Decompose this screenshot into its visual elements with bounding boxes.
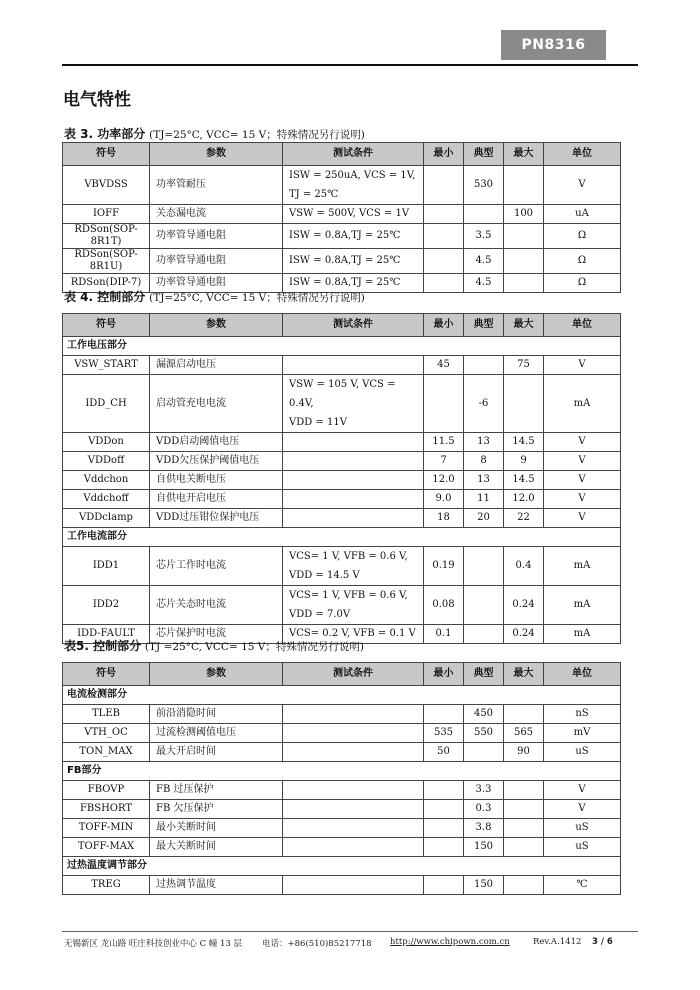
footer-phone: 电话：+86(510)85217718	[262, 939, 372, 949]
min-cell	[424, 705, 464, 724]
typ-cell: 3.8	[464, 819, 504, 838]
condition-cell	[283, 819, 424, 838]
symbol-cell: IDD1	[63, 547, 150, 586]
symbol-cell: FBOVP	[63, 781, 150, 800]
column-header: 最大	[504, 663, 544, 686]
min-cell	[424, 166, 464, 205]
table-row	[63, 433, 621, 452]
condition-line: VSW = 500V, VCS = 1V	[289, 208, 410, 219]
max-cell: 565	[504, 724, 544, 743]
typ-cell: 150	[464, 876, 504, 895]
symbol-cell: RDSon(DIP-7)	[63, 274, 150, 293]
parameter-cell: 过流检测阈值电压	[150, 724, 283, 743]
unit-cell: mA	[544, 625, 621, 644]
max-cell	[504, 375, 544, 433]
max-cell: 14.5	[504, 433, 544, 452]
parameter-cell: 芯片关态时电流	[150, 586, 283, 625]
condition-cell	[283, 471, 424, 490]
parameter-cell: VDD过压钳位保护电压	[150, 509, 283, 528]
condition-line: VCS= 0.2 V, VFB = 0.1 V	[289, 628, 416, 639]
condition-line: TJ = 25℃	[289, 189, 339, 200]
table-row	[63, 471, 621, 490]
symbol-cell: FBSHORT	[63, 800, 150, 819]
condition-cell	[283, 800, 424, 819]
max-cell: 0.4	[504, 547, 544, 586]
max-cell: 90	[504, 743, 544, 762]
footer-divider	[62, 931, 638, 932]
symbol-cell: IOFF	[63, 205, 150, 224]
min-cell	[424, 205, 464, 224]
parameter-cell: 前沿消隐时间	[150, 705, 283, 724]
max-cell	[504, 876, 544, 895]
condition-cell	[283, 838, 424, 857]
unit-cell: uA	[544, 205, 621, 224]
min-cell	[424, 838, 464, 857]
table4-control	[62, 313, 621, 644]
symbol-cell: VDDon	[63, 433, 150, 452]
table5-label: 表5. 控制部分	[64, 639, 142, 653]
min-cell: 535	[424, 724, 464, 743]
max-cell: 14.5	[504, 471, 544, 490]
min-cell	[424, 800, 464, 819]
table-row	[63, 724, 621, 743]
typ-cell: -6	[464, 375, 504, 433]
column-header: 符号	[63, 143, 150, 166]
min-cell: 45	[424, 356, 464, 375]
condition-cell	[283, 166, 424, 205]
column-header: 单位	[544, 663, 621, 686]
parameter-cell: 启动管充电电流	[150, 375, 283, 433]
table-row	[63, 547, 621, 586]
typ-cell: 13	[464, 433, 504, 452]
parameter-cell: FB 欠压保护	[150, 800, 283, 819]
parameter-cell: 功率管导通电阻	[150, 224, 283, 249]
column-header: 参数	[150, 663, 283, 686]
column-header: 单位	[544, 314, 621, 337]
section-row	[63, 528, 621, 547]
brand-logo: PN8316	[501, 30, 606, 60]
column-header: 典型	[464, 663, 504, 686]
column-header: 最大	[504, 143, 544, 166]
symbol-cell: IDD-FAULT	[63, 625, 150, 644]
symbol-cell: VDDoff	[63, 452, 150, 471]
table-row	[63, 800, 621, 819]
parameter-cell: 最大开启时间	[150, 743, 283, 762]
condition-cell	[283, 781, 424, 800]
min-cell: 0.19	[424, 547, 464, 586]
table-row	[63, 490, 621, 509]
column-header: 最小	[424, 663, 464, 686]
unit-cell: mA	[544, 375, 621, 433]
unit-cell: nS	[544, 705, 621, 724]
unit-cell: V	[544, 509, 621, 528]
page-title: 电气特性	[63, 90, 131, 110]
column-header: 单位	[544, 143, 621, 166]
typ-cell: 20	[464, 509, 504, 528]
max-cell	[504, 274, 544, 293]
symbol-cell: VSW_START	[63, 356, 150, 375]
unit-cell: V	[544, 471, 621, 490]
unit-cell: mA	[544, 547, 621, 586]
typ-cell	[464, 625, 504, 644]
max-cell	[504, 224, 544, 249]
unit-cell: V	[544, 166, 621, 205]
footer-url-link[interactable]: http://www.chipown.com.cn	[390, 937, 510, 947]
min-cell	[424, 876, 464, 895]
table4-label: 表 4. 控制部分	[64, 290, 146, 304]
condition-cell	[283, 375, 424, 433]
table-row	[63, 452, 621, 471]
table-row	[63, 819, 621, 838]
unit-cell: uS	[544, 838, 621, 857]
table-row	[63, 224, 621, 249]
unit-cell: ℃	[544, 876, 621, 895]
condition-cell	[283, 205, 424, 224]
condition-line: VSW = 105 V, VCS = 0.4V,	[289, 379, 396, 409]
table5-control	[62, 662, 621, 895]
table-row	[63, 705, 621, 724]
table-row	[63, 781, 621, 800]
condition-cell	[283, 490, 424, 509]
column-header: 典型	[464, 143, 504, 166]
unit-cell: uS	[544, 819, 621, 838]
max-cell: 75	[504, 356, 544, 375]
typ-cell	[464, 356, 504, 375]
min-cell: 12.0	[424, 471, 464, 490]
table-row	[63, 586, 621, 625]
column-header: 测试条件	[283, 143, 424, 166]
footer-page-number: 3 / 6	[592, 937, 613, 947]
section-title: 工作电压部分	[63, 337, 621, 356]
section-row	[63, 762, 621, 781]
symbol-cell: RDSon(SOP-8R1U)	[63, 249, 150, 274]
parameter-cell: 功率管耐压	[150, 166, 283, 205]
condition-cell	[283, 876, 424, 895]
min-cell: 7	[424, 452, 464, 471]
max-cell: 0.24	[504, 625, 544, 644]
parameter-cell: 最大关断时间	[150, 838, 283, 857]
parameter-cell: 自供电关断电压	[150, 471, 283, 490]
condition-cell	[283, 452, 424, 471]
symbol-cell: VTH_OC	[63, 724, 150, 743]
table-row	[63, 876, 621, 895]
unit-cell: Ω	[544, 224, 621, 249]
table3-label: 表 3. 功率部分	[64, 127, 146, 141]
parameter-cell: 功率管导通电阻	[150, 274, 283, 293]
unit-cell: V	[544, 433, 621, 452]
table-row	[63, 509, 621, 528]
parameter-cell: FB 过压保护	[150, 781, 283, 800]
column-header: 最小	[424, 314, 464, 337]
min-cell	[424, 274, 464, 293]
unit-cell: mV	[544, 724, 621, 743]
max-cell	[504, 838, 544, 857]
table-row	[63, 249, 621, 274]
symbol-cell: VDDclamp	[63, 509, 150, 528]
condition-line: VCS= 1 V, VFB = 0.6 V,	[289, 551, 408, 562]
table-row	[63, 743, 621, 762]
table5-condition: (TJ =25°C, VCC= 15 V；特殊情况另行说明)	[144, 641, 364, 653]
parameter-cell: 自供电开启电压	[150, 490, 283, 509]
section-title: 电流检测部分	[63, 686, 621, 705]
min-cell	[424, 224, 464, 249]
symbol-cell: TON_MAX	[63, 743, 150, 762]
column-header: 最大	[504, 314, 544, 337]
symbol-cell: TOFF-MIN	[63, 819, 150, 838]
column-header: 典型	[464, 314, 504, 337]
typ-cell: 3.3	[464, 781, 504, 800]
symbol-cell: Vddchoff	[63, 490, 150, 509]
condition-cell	[283, 224, 424, 249]
min-cell	[424, 249, 464, 274]
typ-cell: 11	[464, 490, 504, 509]
typ-cell: 530	[464, 166, 504, 205]
parameter-cell: 关态漏电流	[150, 205, 283, 224]
table4-caption	[64, 288, 365, 305]
table-row	[63, 838, 621, 857]
section-title: FB部分	[63, 762, 621, 781]
unit-cell: V	[544, 800, 621, 819]
min-cell	[424, 819, 464, 838]
column-header: 最小	[424, 143, 464, 166]
condition-cell	[283, 433, 424, 452]
parameter-cell: 过热调节温度	[150, 876, 283, 895]
table-row	[63, 205, 621, 224]
condition-line: VDD = 14.5 V	[289, 570, 360, 581]
condition-line: ISW = 0.8A,TJ = 25℃	[289, 230, 401, 241]
parameter-cell: 芯片工作时电流	[150, 547, 283, 586]
table3-caption	[64, 125, 365, 142]
typ-cell: 4.5	[464, 249, 504, 274]
typ-cell: 0.3	[464, 800, 504, 819]
parameter-cell: VDD启动阈值电压	[150, 433, 283, 452]
condition-line: VCS= 1 V, VFB = 0.6 V,	[289, 590, 408, 601]
typ-cell: 550	[464, 724, 504, 743]
symbol-cell: IDD_CH	[63, 375, 150, 433]
section-row	[63, 857, 621, 876]
max-cell: 12.0	[504, 490, 544, 509]
table-row	[63, 375, 621, 433]
min-cell: 9.0	[424, 490, 464, 509]
condition-line: ISW = 0.8A,TJ = 25℃	[289, 277, 401, 288]
typ-cell	[464, 586, 504, 625]
unit-cell: mA	[544, 586, 621, 625]
typ-cell: 8	[464, 452, 504, 471]
min-cell: 0.08	[424, 586, 464, 625]
max-cell: 100	[504, 205, 544, 224]
max-cell: 9	[504, 452, 544, 471]
section-title: 工作电流部分	[63, 528, 621, 547]
min-cell: 18	[424, 509, 464, 528]
condition-line: VDD = 7.0V	[289, 609, 351, 620]
max-cell	[504, 800, 544, 819]
condition-cell	[283, 724, 424, 743]
symbol-cell: TLEB	[63, 705, 150, 724]
footer-revision: Rev.A.1412	[533, 937, 582, 947]
max-cell	[504, 819, 544, 838]
table4-condition: (TJ=25°C, VCC= 15 V；特殊情况另行说明)	[149, 292, 365, 304]
typ-cell: 150	[464, 838, 504, 857]
condition-line: ISW = 250uA, VCS = 1V,	[289, 170, 416, 181]
typ-cell: 3.5	[464, 224, 504, 249]
condition-cell	[283, 705, 424, 724]
parameter-cell: 芯片保护时电流	[150, 625, 283, 644]
condition-cell	[283, 743, 424, 762]
max-cell: 22	[504, 509, 544, 528]
symbol-cell: VBVDSS	[63, 166, 150, 205]
section-row	[63, 686, 621, 705]
unit-cell: V	[544, 356, 621, 375]
parameter-cell: 功率管导通电阻	[150, 249, 283, 274]
symbol-cell: Vddchon	[63, 471, 150, 490]
header-divider	[62, 64, 638, 66]
max-cell	[504, 781, 544, 800]
column-header: 符号	[63, 663, 150, 686]
unit-cell: Ω	[544, 249, 621, 274]
typ-cell: 450	[464, 705, 504, 724]
symbol-cell: TREG	[63, 876, 150, 895]
condition-cell	[283, 249, 424, 274]
column-header: 符号	[63, 314, 150, 337]
unit-cell: V	[544, 452, 621, 471]
table3-condition: (TJ=25°C, VCC= 15 V；特殊情况另行说明)	[149, 129, 365, 141]
table-header-row	[63, 143, 621, 166]
column-header: 参数	[150, 143, 283, 166]
table5-caption	[64, 637, 364, 654]
section-row	[63, 337, 621, 356]
column-header: 参数	[150, 314, 283, 337]
typ-cell: 13	[464, 471, 504, 490]
condition-cell	[283, 356, 424, 375]
max-cell	[504, 166, 544, 205]
parameter-cell: VDD欠压保护阈值电压	[150, 452, 283, 471]
symbol-cell: TOFF-MAX	[63, 838, 150, 857]
column-header: 测试条件	[283, 314, 424, 337]
unit-cell: V	[544, 781, 621, 800]
typ-cell	[464, 743, 504, 762]
max-cell: 0.24	[504, 586, 544, 625]
section-title: 过热温度调节部分	[63, 857, 621, 876]
symbol-cell: IDD2	[63, 586, 150, 625]
min-cell: 11.5	[424, 433, 464, 452]
condition-cell	[283, 547, 424, 586]
unit-cell: uS	[544, 743, 621, 762]
max-cell	[504, 705, 544, 724]
table-header-row	[63, 663, 621, 686]
typ-cell	[464, 205, 504, 224]
condition-cell	[283, 509, 424, 528]
parameter-cell: 最小关断时间	[150, 819, 283, 838]
parameter-cell: 漏源启动电压	[150, 356, 283, 375]
min-cell: 0.1	[424, 625, 464, 644]
min-cell	[424, 375, 464, 433]
table-row	[63, 166, 621, 205]
condition-line: ISW = 0.8A,TJ = 25℃	[289, 255, 401, 266]
condition-cell	[283, 586, 424, 625]
typ-cell: 4.5	[464, 274, 504, 293]
table-header-row	[63, 314, 621, 337]
column-header: 测试条件	[283, 663, 424, 686]
table3-power	[62, 142, 621, 293]
unit-cell: V	[544, 490, 621, 509]
max-cell	[504, 249, 544, 274]
condition-line: VDD = 11V	[289, 417, 347, 428]
footer-address: 无锡新区 龙山路 旺庄科技创业中心 C 幢 13 层	[64, 939, 243, 949]
min-cell: 50	[424, 743, 464, 762]
typ-cell	[464, 547, 504, 586]
unit-cell: Ω	[544, 274, 621, 293]
symbol-cell: RDSon(SOP-8R1T)	[63, 224, 150, 249]
table-row	[63, 356, 621, 375]
min-cell	[424, 781, 464, 800]
